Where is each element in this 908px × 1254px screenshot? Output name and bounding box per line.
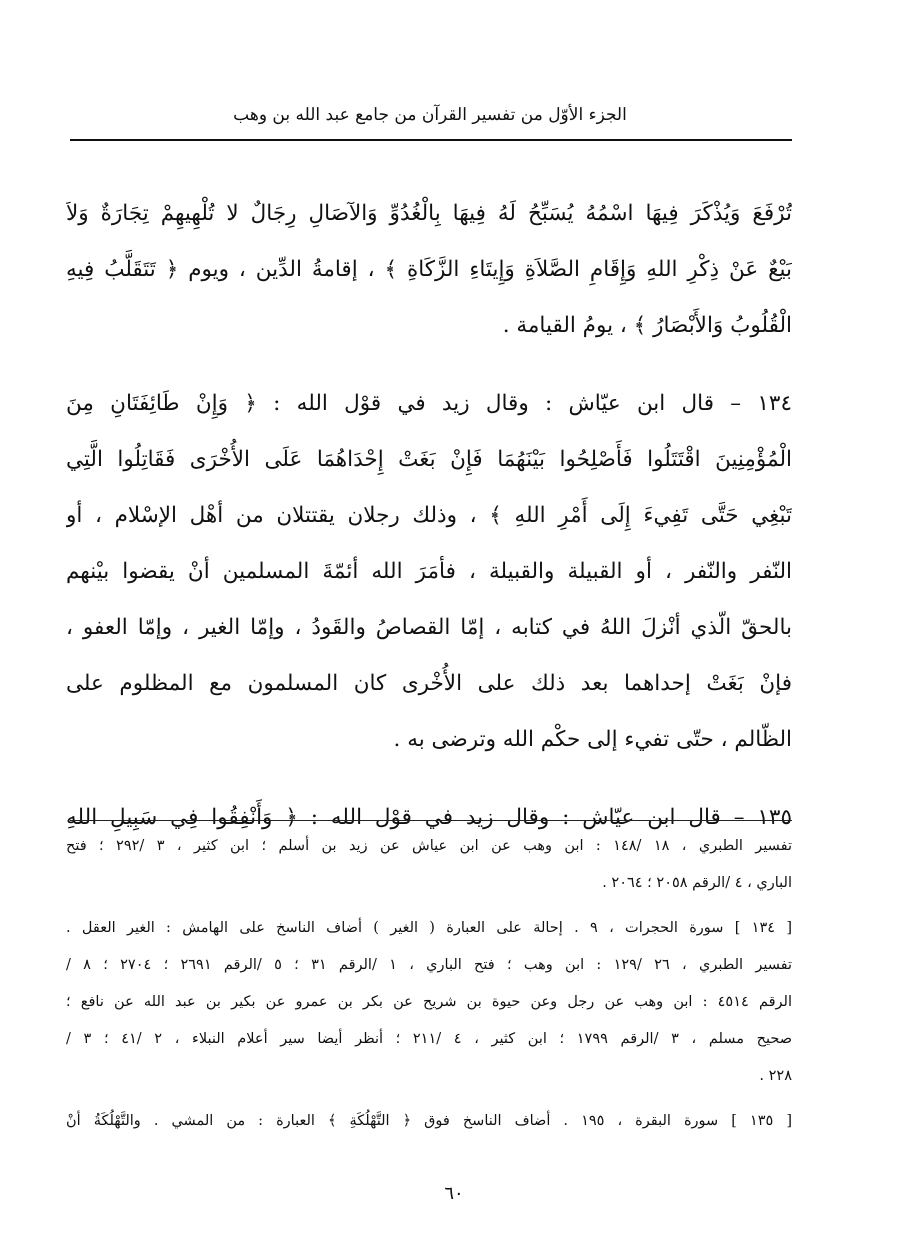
text-line: ١٣٤ – قال ابن عيّاش : وقال زيد في قوْل الله : ﴿ وَإِنْ طَائِفَتَانِ مِنَ bbox=[66, 391, 792, 416]
footnote-line: الباري ، ٤ /الرقم ٢٠٥٨ ؛ ٢٠٦٤ . bbox=[602, 875, 792, 891]
text-line: الْقُلُوبُ وَالأَبْصَارُ ﴾ ، يومُ القيامة . bbox=[502, 313, 792, 338]
header-rule bbox=[70, 139, 792, 141]
footnote-line: الرقم ٤٥١٤ : ابن وهب عن رجل وعن حيوة بن شريح عن بكر بن عمرو عن بكير بن عبد الله عن نافع ؛ bbox=[66, 994, 792, 1010]
footnote-line: تفسير الطبري ، ١٨ /١٤٨ : ابن وهب عن ابن عياش عن زيد بن أسلم ؛ ابن كثير ، ٣ /٢٩٢ ؛ فتح bbox=[66, 838, 792, 854]
footnote-line: [ ١٣٥ ] سورة البقرة ، ١٩٥ . أضاف الناسخ فوق ﴿ التَّهْلُكَةِ ﴾ العبارة : من المشي . والتَّهْلُكَةُ أنْ bbox=[66, 1113, 792, 1129]
footnote-rule bbox=[70, 820, 792, 821]
text-line: الْمُؤْمِنِينَ اقْتَتَلُوا فَأَصْلِحُوا بَيْنَهُمَا فَإِنْ بَغَتْ إِحْدَاهُمَا عَلَى الأُخْرَى فَقَاتِلُوا الَّتِي bbox=[66, 447, 792, 472]
text-line: فإنْ بَغَتْ إحداهما بعد ذلك على الأُخْرى كان المسلمون مع المظلوم على bbox=[66, 671, 792, 696]
text-line: تَبْغِي حَتَّى تَفِيءَ إِلَى أَمْرِ اللهِ ﴾ ، وذلك رجلان يقتتلان من أهْل الإسْلام ، أو bbox=[66, 503, 792, 528]
footnote-133 bbox=[66, 828, 792, 902]
text-line: النّفر والنّفر ، أو القبيلة والقبيلة ، فأمَرَ الله أئمّةَ المسلمين أنْ يقضوا بيْنهم bbox=[66, 559, 792, 584]
footnote-line: [ ١٣٤ ] سورة الحجرات ، ٩ . إحالة على العبارة ( الغير ) أضاف الناسخ على الهامش : الغير العقل . bbox=[66, 920, 792, 936]
running-header: الجزء الأوّل من تفسير القرآن من جامع عبد الله بن وهب bbox=[233, 105, 627, 125]
text-line: الظّالم ، حتّى تفيء إلى حكْم الله وترضى به . bbox=[393, 727, 792, 752]
text-line: بالحقّ الّذي أنْزلَ اللهُ في كتابه ، إمّا القصاصُ والقَودُ ، وإمّا الغير ، وإمّا العفو ، bbox=[66, 615, 792, 640]
text-line: ١٣٥ – قال ابن عيّاش : وقال زيد في قوْل الله : ﴿ وَأَنْفِقُوا فِي سَبِيلِ اللهِ bbox=[66, 805, 792, 830]
footnote-line: ٢٢٨ . bbox=[759, 1068, 792, 1084]
footnote-135 bbox=[66, 1103, 792, 1140]
footnote-line: تفسير الطبري ، ٢٦ /١٢٩ : ابن وهب ؛ فتح الباري ، ١ /الرقم ٣١ ؛ ٥ /الرقم ٢٦٩١ ؛ ٢٧٠٤ ؛ ٨ / bbox=[66, 957, 792, 973]
footnotes bbox=[66, 828, 792, 1140]
paragraph-134 bbox=[66, 376, 792, 768]
paragraph-continuation bbox=[66, 186, 792, 354]
text-line: بَيْعٌ عَنْ ذِكْرِ اللهِ وَإِقَامِ الصَّلاَةِ وَإِيتَاءِ الزَّكَاةِ ﴾ ، إقامةُ الدِّين ، ويوم ﴿ تَتَقَلَّبُ فِيهِ bbox=[66, 257, 792, 282]
footnote-line: صحيح مسلم ، ٣ /الرقم ١٧٩٩ ؛ ابن كثير ، ٤ /٢١١ ؛ أنظر أيضا سير أعلام النبلاء ، ٢ /٤١ ؛ ٣ / bbox=[66, 1031, 792, 1047]
footnote-134 bbox=[66, 910, 792, 1095]
body-text bbox=[66, 186, 792, 846]
text-line: تُرْفَعَ وَيُذْكَرَ فِيهَا اسْمُهُ يُسَبِّحُ لَهُ فِيهَا بِالْغُدُوِّ وَالآصَالِ رِجَالٌ لا تُلْهِيهِمْ تِجَارَةٌ وَلاَ bbox=[66, 201, 792, 226]
page-number: ٦٠ bbox=[444, 1183, 464, 1204]
